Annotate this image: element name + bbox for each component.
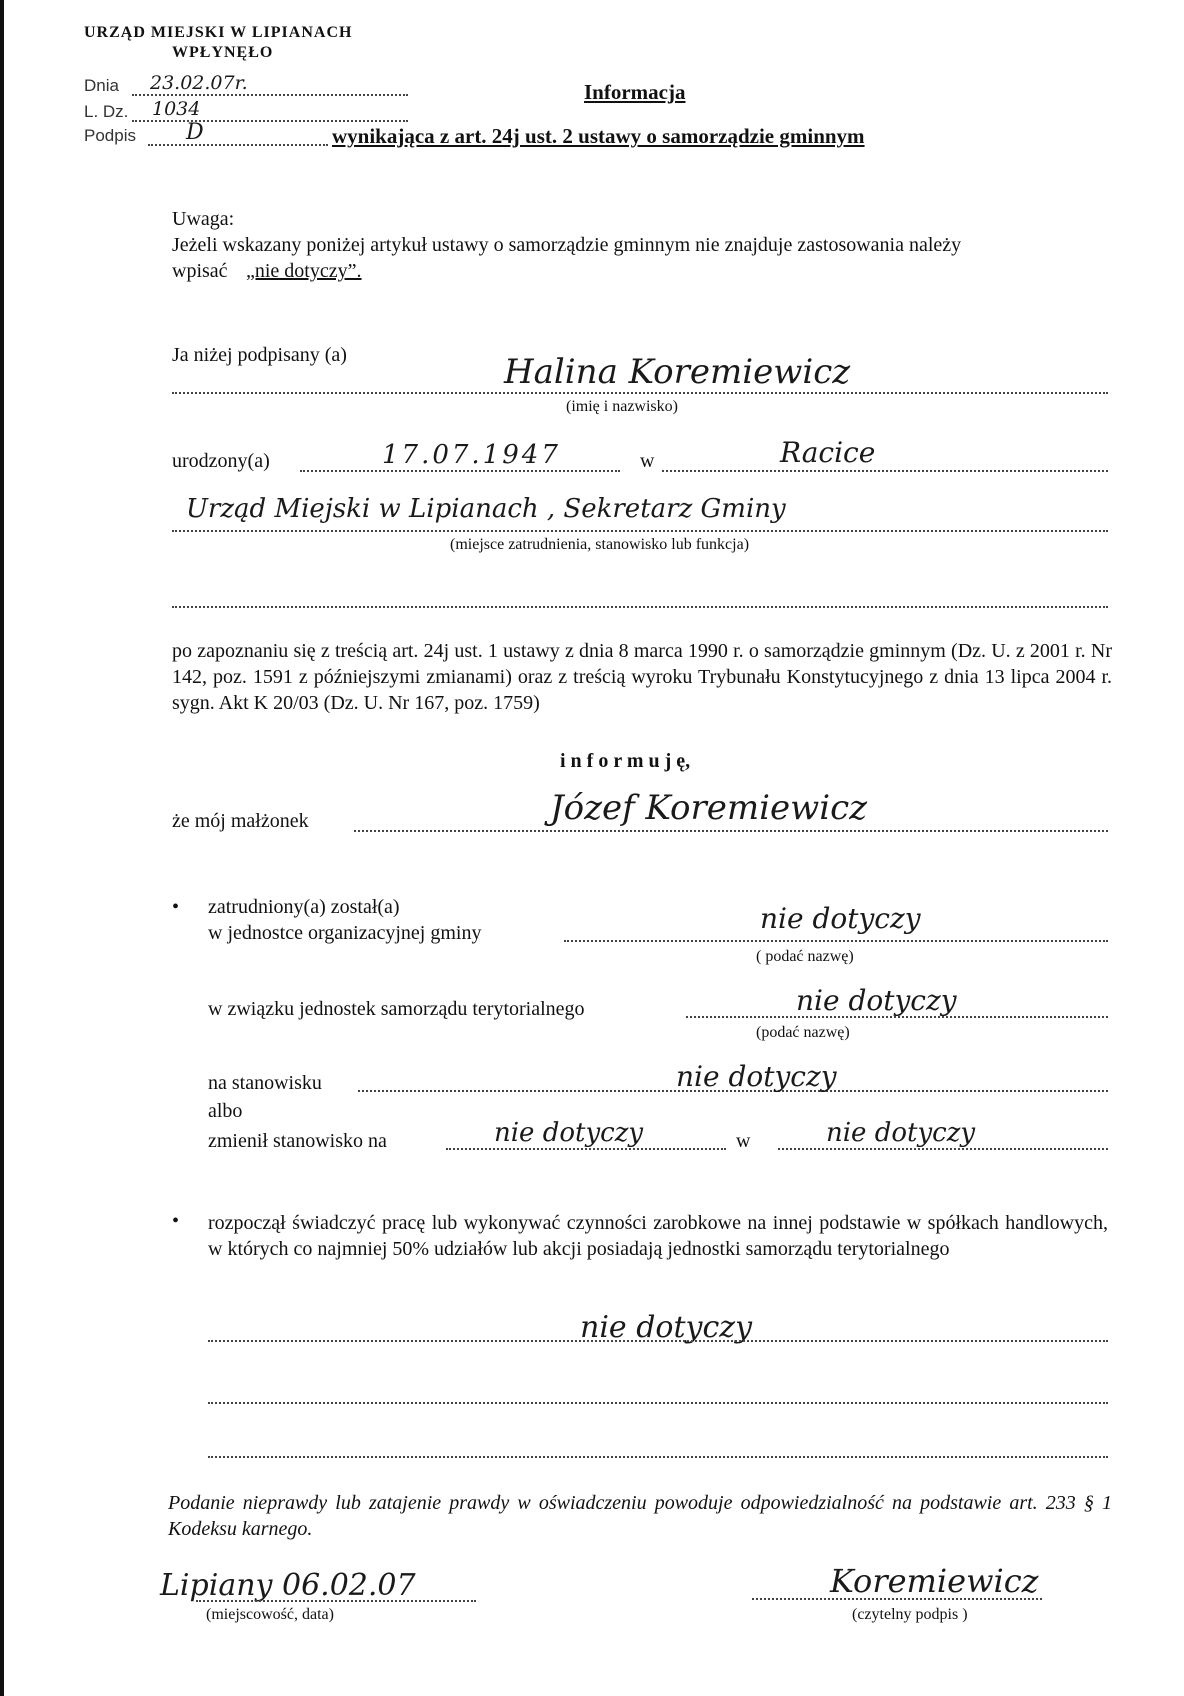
union-caption: (podać nazwę) — [756, 1024, 850, 1041]
born-place: Racice — [780, 436, 876, 469]
position-label: na stanowisku — [208, 1072, 322, 1094]
changed-label: zmienił stanowisko na — [208, 1130, 387, 1152]
section1-line1: zatrudniony(a) został(a) — [208, 896, 400, 918]
unit-caption: ( podać nazwę) — [756, 948, 854, 965]
place-date-dots — [196, 1600, 476, 1602]
unit-value: nie dotyczy — [760, 902, 921, 935]
union-value: nie dotyczy — [796, 984, 957, 1017]
unit-dots — [564, 940, 1108, 942]
stamp-sign-value: D — [186, 120, 204, 145]
stamp-received: WPŁYNĘŁO — [172, 44, 274, 61]
signature-caption: (czytelny podpis ) — [852, 1606, 968, 1623]
born-date-dots — [300, 470, 620, 472]
stamp-ref-dots — [132, 120, 408, 122]
stamp-sign-dots — [148, 144, 328, 146]
unit-label: w jednostce organizacyjnej gminy — [208, 922, 482, 944]
section2-dots-1 — [208, 1340, 1108, 1342]
note-line2-prefix: wpisać — [172, 260, 228, 282]
note-line1: Jeżeli wskazany poniżej artykuł ustawy o samorządzie gminnym nie znajduje zastosowania należy — [172, 234, 962, 256]
workplace-dots — [172, 530, 1108, 532]
spouse-name: Józef Koremiewicz — [550, 788, 868, 828]
spouse-label: że mój małżonek — [172, 810, 309, 832]
changed-in-label: w — [736, 1130, 751, 1152]
stamp-date-dots — [132, 94, 408, 96]
spouse-dots — [354, 830, 1108, 832]
born-in-label: w — [640, 450, 655, 472]
stamp-sign-label: Podpis — [84, 126, 136, 145]
signer-name: Halina Koremiewicz — [504, 352, 851, 392]
born-place-dots — [662, 470, 1108, 472]
signature-dots — [752, 1598, 1042, 1600]
bullet-1: • — [172, 896, 180, 918]
document-title: Informacja — [584, 80, 686, 104]
stamp-office: URZĄD MIEJSKI W LIPIANACH — [84, 24, 353, 41]
changed-in-value: nie dotyczy — [826, 1118, 976, 1148]
stamp-ref-label: L. Dz. — [84, 102, 129, 121]
workplace-caption: (miejsce zatrudnienia, stanowisko lub funkcja) — [450, 536, 750, 553]
position-value: nie dotyczy — [676, 1060, 837, 1093]
signer-label: Ja niżej podpisany (a) — [172, 344, 347, 366]
signer-name-caption: (imię i nazwisko) — [566, 398, 678, 415]
or-label: albo — [208, 1100, 243, 1122]
signer-name-dots — [172, 392, 1108, 394]
bullet-2: • — [172, 1210, 180, 1232]
born-label: urodzony(a) — [172, 450, 270, 472]
workplace-dots-2 — [172, 606, 1108, 608]
legal-warning: Podanie nieprawdy lub zatajenie prawdy w oświadczeniu powoduje odpowiedzialność na podstawie art. 233 § 1 Kodeksu karnego. — [168, 1492, 1112, 1540]
scan-edge — [0, 0, 4, 1696]
born-date: 17.07.1947 — [382, 440, 561, 470]
workplace: Urząd Miejski w Lipianach , Sekretarz Gminy — [186, 494, 786, 524]
inform-heading: i n f o r m u j ę, — [560, 750, 691, 772]
section2-dots-2 — [208, 1402, 1108, 1404]
section2-value: nie dotyczy — [580, 1310, 753, 1345]
stamp-ref-value: 1034 — [152, 98, 201, 120]
document-subtitle: wynikająca z art. 24j ust. 2 ustawy o samorządzie gminnym — [332, 124, 865, 148]
stamp-date-value: 23.02.07r. — [150, 72, 248, 94]
stamp-date-label: Dnia — [84, 76, 119, 95]
changed-in-dots — [778, 1148, 1108, 1150]
signature: Koremiewicz — [830, 1562, 1039, 1600]
note-label: Uwaga: — [172, 208, 235, 230]
section2-dots-3 — [208, 1456, 1108, 1458]
statement-text: po zapoznaniu się z treścią art. 24j ust. 1 ustawy z dnia 8 marca 1990 r. o samorządzie gminnym (Dz. U. z 2001 r. Nr 142, poz. 1591 z późniejszymi zmianami) oraz z treścią wyroku Trybunału Konstytucyjnego z dnia 13 lipca 2004 r. sygn. Akt K 20/03 (Dz. U. Nr 167, poz. 1759) — [172, 640, 1112, 714]
place-date: Lipiany 06.02.07 — [160, 1568, 416, 1603]
note-line2-value: „nie dotyczy”. — [246, 260, 362, 282]
section2-text: rozpoczął świadczyć pracę lub wykonywać czynności zarobkowe na innej podstawie w spółkach handlowych, w których co najmniej 50% udziałów lub akcji posiadają jednostki samorządu terytorialnego — [208, 1212, 1108, 1260]
place-date-caption: (miejscowość, data) — [206, 1606, 334, 1623]
changed-value: nie dotyczy — [494, 1118, 644, 1148]
union-label: w związku jednostek samorządu terytorialnego — [208, 998, 585, 1020]
changed-dots — [446, 1148, 726, 1150]
